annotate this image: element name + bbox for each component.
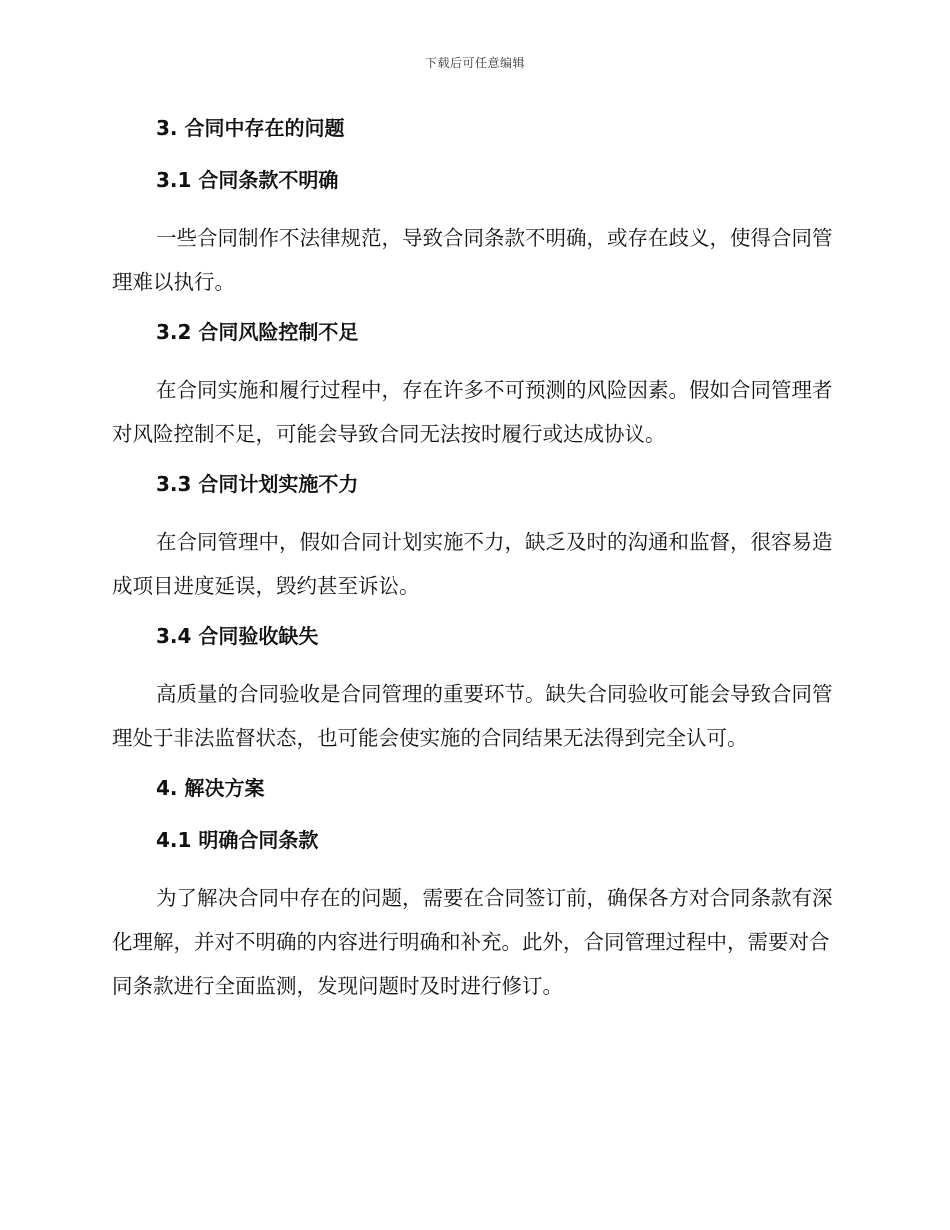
subsection-heading-3-1: 3.1 合同条款不明确 bbox=[156, 168, 339, 192]
page-header-note: 下载后可任意编辑 bbox=[424, 56, 525, 70]
document-body bbox=[112, 112, 837, 1020]
paragraph-4-1: 为了解决合同中存在的问题，需要在合同签订前，确保各方对合同条款有深化理解，并对不明确的内容进行明确和补充。此外，合同管理过程中，需要对合同条款进行全面监测，发现问题时及时进行修订。 bbox=[112, 886, 833, 998]
section-heading-4: 4. 解决方案 bbox=[156, 776, 265, 800]
subsection-heading-3-4: 3.4 合同验收缺失 bbox=[156, 624, 319, 648]
subsection-heading-3-3: 3.3 合同计划实施不力 bbox=[156, 472, 359, 496]
paragraph-3-1: 一些合同制作不法律规范，导致合同条款不明确，或存在歧义，使得合同管理难以执行。 bbox=[112, 226, 833, 294]
paragraph-3-4: 高质量的合同验收是合同管理的重要环节。缺失合同验收可能会导致合同管理处于非法监督状态，也可能会使实施的合同结果无法得到完全认可。 bbox=[112, 682, 833, 750]
subsection-heading-3-2: 3.2 合同风险控制不足 bbox=[156, 320, 359, 344]
section-heading-3: 3. 合同中存在的问题 bbox=[156, 116, 345, 140]
paragraph-3-3: 在合同管理中，假如合同计划实施不力，缺乏及时的沟通和监督，很容易造成项目进度延误，毁约甚至诉讼。 bbox=[112, 530, 833, 598]
subsection-heading-4-1: 4.1 明确合同条款 bbox=[156, 828, 319, 852]
paragraph-3-2: 在合同实施和履行过程中，存在许多不可预测的风险因素。假如合同管理者对风险控制不足，可能会导致合同无法按时履行或达成协议。 bbox=[112, 378, 833, 446]
